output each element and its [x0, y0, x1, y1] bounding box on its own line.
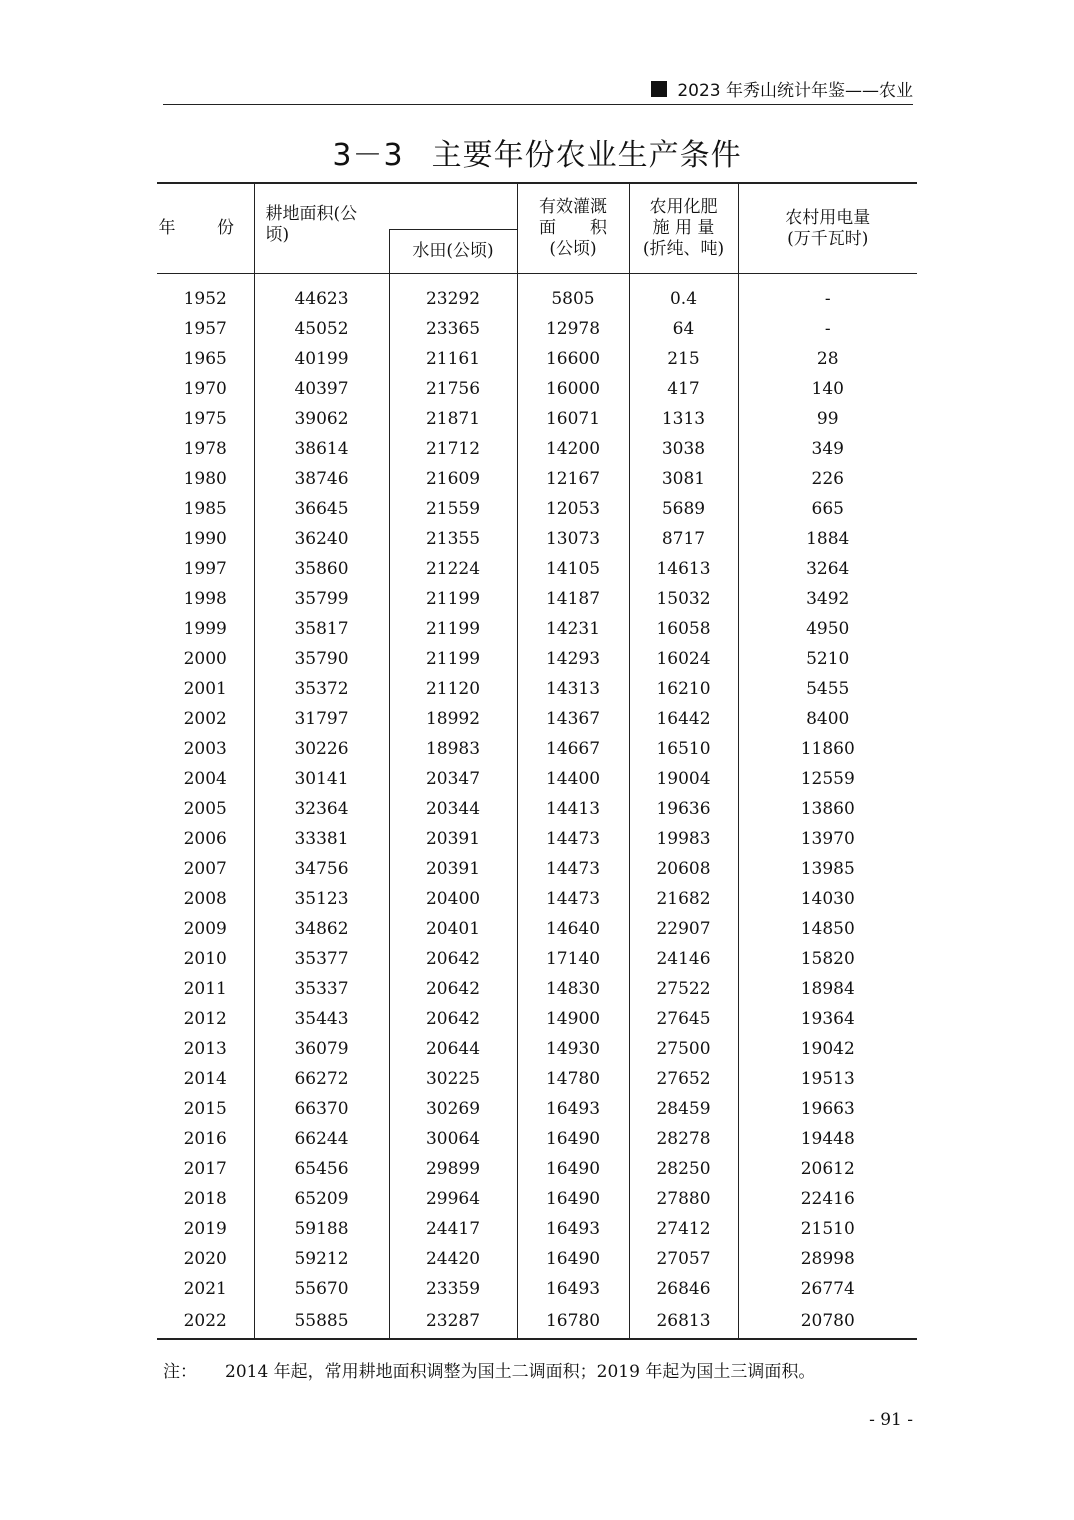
- table-row: [157, 524, 917, 554]
- cell-irrigated: 16490: [517, 1154, 629, 1184]
- cell-electricity: 18984: [738, 974, 917, 1004]
- cell-electricity: -: [738, 274, 917, 315]
- cell-fertilizer: 19983: [629, 824, 738, 854]
- cell-year: 2017: [183, 1159, 227, 1179]
- cell-electricity: 13985: [738, 854, 917, 884]
- cell-electricity: -: [738, 314, 917, 344]
- cell-arable-area: 34756: [254, 854, 389, 884]
- cell-arable-area: 30141: [254, 764, 389, 794]
- cell-paddy: 21756: [389, 374, 517, 404]
- table-row: [157, 824, 917, 854]
- table-row: [157, 1094, 917, 1124]
- cell-arable-area: 32364: [254, 794, 389, 824]
- cell-fertilizer: 27412: [629, 1214, 738, 1244]
- cell-irrigated: 14200: [517, 434, 629, 464]
- cell-fertilizer: 28459: [629, 1094, 738, 1124]
- table-row: [157, 974, 917, 1004]
- cell-electricity: 26774: [738, 1274, 917, 1304]
- cell-year: 2018: [183, 1189, 227, 1209]
- cell-year: 1980: [183, 469, 227, 489]
- cell-arable-area: 35817: [254, 614, 389, 644]
- cell-electricity: 99: [738, 404, 917, 434]
- cell-paddy: 24417: [389, 1214, 517, 1244]
- table-row: [157, 794, 917, 824]
- cell-irrigated: 14780: [517, 1064, 629, 1094]
- header-year: 年 份: [157, 183, 254, 274]
- cell-electricity: 140: [738, 374, 917, 404]
- table-row: [157, 374, 917, 404]
- cell-paddy: 18992: [389, 704, 517, 734]
- cell-fertilizer: 28250: [629, 1154, 738, 1184]
- cell-paddy: 21712: [389, 434, 517, 464]
- cell-irrigated: 14640: [517, 914, 629, 944]
- cell-electricity: 1884: [738, 524, 917, 554]
- cell-irrigated: 14413: [517, 794, 629, 824]
- cell-irrigated: 16000: [517, 374, 629, 404]
- table-row: [157, 314, 917, 344]
- cell-arable-area: 35799: [254, 584, 389, 614]
- cell-fertilizer: 28278: [629, 1124, 738, 1154]
- cell-paddy: 21224: [389, 554, 517, 584]
- cell-electricity: 21510: [738, 1214, 917, 1244]
- table-row: [157, 1034, 917, 1064]
- cell-irrigated: 16493: [517, 1214, 629, 1244]
- cell-fertilizer: 5689: [629, 494, 738, 524]
- cell-arable-area: 35372: [254, 674, 389, 704]
- cell-fertilizer: 3038: [629, 434, 738, 464]
- cell-fertilizer: 417: [629, 374, 738, 404]
- cell-arable-area: 35377: [254, 944, 389, 974]
- table-row: [157, 1274, 917, 1304]
- cell-irrigated: 14473: [517, 824, 629, 854]
- cell-arable-area: 35790: [254, 644, 389, 674]
- table-title: [0, 130, 1074, 174]
- cell-fertilizer: 14613: [629, 554, 738, 584]
- cell-year: 2013: [183, 1039, 227, 1059]
- cell-paddy: 21199: [389, 614, 517, 644]
- cell-year: 2019: [183, 1219, 227, 1239]
- table-row: [157, 764, 917, 794]
- cell-arable-area: 38746: [254, 464, 389, 494]
- cell-irrigated: 16490: [517, 1184, 629, 1214]
- cell-year: 2014: [183, 1069, 227, 1089]
- cell-paddy: 21199: [389, 584, 517, 614]
- cell-year: 2009: [183, 919, 227, 939]
- cell-irrigated: 14367: [517, 704, 629, 734]
- cell-electricity: 4950: [738, 614, 917, 644]
- cell-fertilizer: 16210: [629, 674, 738, 704]
- cell-irrigated: 16490: [517, 1124, 629, 1154]
- cell-fertilizer: 0.4: [629, 274, 738, 315]
- table-row: [157, 344, 917, 374]
- cell-fertilizer: 8717: [629, 524, 738, 554]
- cell-fertilizer: 16442: [629, 704, 738, 734]
- cell-paddy: 23287: [389, 1304, 517, 1339]
- cell-electricity: 3264: [738, 554, 917, 584]
- cell-irrigated: 16490: [517, 1244, 629, 1274]
- cell-paddy: 20344: [389, 794, 517, 824]
- cell-paddy: 23292: [389, 274, 517, 315]
- cell-fertilizer: 27652: [629, 1064, 738, 1094]
- cell-electricity: 28998: [738, 1244, 917, 1274]
- data-table: [157, 182, 917, 1340]
- table-number: 3－3: [332, 138, 404, 173]
- cell-fertilizer: 27057: [629, 1244, 738, 1274]
- cell-year: 2022: [157, 1304, 254, 1339]
- cell-paddy: 18983: [389, 734, 517, 764]
- cell-paddy: 29899: [389, 1154, 517, 1184]
- cell-arable-area: 65456: [254, 1154, 389, 1184]
- cell-arable-area: 39062: [254, 404, 389, 434]
- cell-irrigated: 16600: [517, 344, 629, 374]
- cell-irrigated: 16780: [517, 1304, 629, 1339]
- table-row: [157, 674, 917, 704]
- cell-electricity: 8400: [738, 704, 917, 734]
- cell-arable-area: 65209: [254, 1184, 389, 1214]
- cell-electricity: 28: [738, 344, 917, 374]
- cell-paddy: 20347: [389, 764, 517, 794]
- header-arable-area: 耕地面积(公顷): [254, 183, 389, 274]
- cell-year: 1978: [183, 439, 227, 459]
- cell-irrigated: 17140: [517, 944, 629, 974]
- cell-irrigated: 16493: [517, 1274, 629, 1304]
- header-electricity: 农村用电量 (万千瓦时): [738, 183, 917, 274]
- cell-irrigated: 14105: [517, 554, 629, 584]
- table-row: [157, 1064, 917, 1094]
- cell-arable-area: 38614: [254, 434, 389, 464]
- cell-electricity: 13860: [738, 794, 917, 824]
- cell-irrigated: 14293: [517, 644, 629, 674]
- cell-irrigated: 14473: [517, 854, 629, 884]
- cell-arable-area: 34862: [254, 914, 389, 944]
- cell-irrigated: 14830: [517, 974, 629, 1004]
- cell-year: 1990: [183, 529, 227, 549]
- cell-electricity: 5210: [738, 644, 917, 674]
- cell-irrigated: 14400: [517, 764, 629, 794]
- cell-irrigated: 5805: [517, 274, 629, 315]
- cell-arable-area: 36079: [254, 1034, 389, 1064]
- cell-paddy: 20642: [389, 944, 517, 974]
- footnote-label: 注：: [163, 1362, 197, 1382]
- cell-year: 2000: [183, 649, 227, 669]
- header-fertilizer: 农用化肥 施 用 量 (折纯、吨): [629, 183, 738, 274]
- table-row: [157, 884, 917, 914]
- cell-year: 1985: [183, 499, 227, 519]
- cell-electricity: 349: [738, 434, 917, 464]
- cell-year: 2004: [183, 769, 227, 789]
- table-row: [157, 644, 917, 674]
- cell-fertilizer: 27522: [629, 974, 738, 1004]
- cell-year: 2012: [183, 1009, 227, 1029]
- cell-year: 1965: [183, 349, 227, 369]
- table-row: [157, 584, 917, 614]
- table-row: [157, 434, 917, 464]
- cell-arable-area: 36645: [254, 494, 389, 524]
- cell-electricity: 14850: [738, 914, 917, 944]
- cell-irrigated: 14187: [517, 584, 629, 614]
- cell-arable-area: 66244: [254, 1124, 389, 1154]
- cell-paddy: 20401: [389, 914, 517, 944]
- cell-paddy: 20642: [389, 1004, 517, 1034]
- cell-year: 1952: [183, 289, 227, 309]
- cell-irrigated: 16493: [517, 1094, 629, 1124]
- cell-electricity: 19663: [738, 1094, 917, 1124]
- cell-year: 2016: [183, 1129, 227, 1149]
- cell-paddy: 30225: [389, 1064, 517, 1094]
- cell-year: 2002: [183, 709, 227, 729]
- cell-paddy: 23359: [389, 1274, 517, 1304]
- cell-year: 1997: [183, 559, 227, 579]
- cell-paddy: 20644: [389, 1034, 517, 1064]
- table-row: [157, 464, 917, 494]
- cell-arable-area: 40199: [254, 344, 389, 374]
- footnote: [163, 1357, 815, 1382]
- cell-paddy: 30064: [389, 1124, 517, 1154]
- cell-electricity: 13970: [738, 824, 917, 854]
- cell-electricity: 226: [738, 464, 917, 494]
- cell-arable-area: 35123: [254, 884, 389, 914]
- cell-year: 2005: [183, 799, 227, 819]
- cell-electricity: 19042: [738, 1034, 917, 1064]
- cell-arable-area: 36240: [254, 524, 389, 554]
- cell-electricity: 19448: [738, 1124, 917, 1154]
- cell-arable-area: 44623: [254, 274, 389, 315]
- cell-fertilizer: 21682: [629, 884, 738, 914]
- cell-year: 2010: [183, 949, 227, 969]
- cell-electricity: 665: [738, 494, 917, 524]
- cell-irrigated: 16071: [517, 404, 629, 434]
- cell-year: 2008: [183, 889, 227, 909]
- cell-year: 1998: [183, 589, 227, 609]
- cell-irrigated: 14900: [517, 1004, 629, 1034]
- cell-electricity: 11860: [738, 734, 917, 764]
- cell-fertilizer: 26846: [629, 1274, 738, 1304]
- cell-year: 2015: [183, 1099, 227, 1119]
- cell-fertilizer: 27500: [629, 1034, 738, 1064]
- cell-arable-area: 59188: [254, 1214, 389, 1244]
- cell-year: 2020: [183, 1249, 227, 1269]
- cell-irrigated: 14473: [517, 884, 629, 914]
- cell-paddy: 21871: [389, 404, 517, 434]
- cell-fertilizer: 19636: [629, 794, 738, 824]
- cell-fertilizer: 27645: [629, 1004, 738, 1034]
- cell-irrigated: 14930: [517, 1034, 629, 1064]
- cell-paddy: 21161: [389, 344, 517, 374]
- cell-fertilizer: 26813: [629, 1304, 738, 1339]
- header-irrigated: 有效灌溉 面 积 (公顷): [517, 183, 629, 274]
- cell-irrigated: 12053: [517, 494, 629, 524]
- cell-fertilizer: 16510: [629, 734, 738, 764]
- table-row: [157, 1124, 917, 1154]
- table-row: [157, 554, 917, 584]
- cell-irrigated: 12167: [517, 464, 629, 494]
- cell-arable-area: 45052: [254, 314, 389, 344]
- table-row: [157, 704, 917, 734]
- cell-paddy: 30269: [389, 1094, 517, 1124]
- table-row: [157, 854, 917, 884]
- running-title: 2023 年秀山统计年鉴——农业: [677, 81, 913, 101]
- cell-year: 1957: [183, 319, 227, 339]
- cell-year: 2021: [183, 1279, 227, 1299]
- cell-fertilizer: 1313: [629, 404, 738, 434]
- cell-electricity: 5455: [738, 674, 917, 704]
- cell-electricity: 20780: [738, 1304, 917, 1339]
- cell-year: 1999: [183, 619, 227, 639]
- cell-year: 2007: [183, 859, 227, 879]
- cell-fertilizer: 20608: [629, 854, 738, 884]
- cell-paddy: 20642: [389, 974, 517, 1004]
- cell-arable-area: 66272: [254, 1064, 389, 1094]
- table-row: [157, 404, 917, 434]
- cell-fertilizer: 64: [629, 314, 738, 344]
- cell-arable-area: 59212: [254, 1244, 389, 1274]
- cell-arable-area: 31797: [254, 704, 389, 734]
- table-row: [157, 1184, 917, 1214]
- cell-electricity: 22416: [738, 1184, 917, 1214]
- cell-electricity: 12559: [738, 764, 917, 794]
- table-row: [157, 1304, 917, 1339]
- table-row: [157, 914, 917, 944]
- cell-irrigated: 13073: [517, 524, 629, 554]
- cell-paddy: 21120: [389, 674, 517, 704]
- black-square-icon: [651, 81, 667, 97]
- cell-arable-area: 35443: [254, 1004, 389, 1034]
- cell-paddy: 21199: [389, 644, 517, 674]
- cell-arable-area: 35860: [254, 554, 389, 584]
- page-number: - 91 -: [869, 1410, 913, 1430]
- cell-paddy: 20391: [389, 854, 517, 884]
- cell-electricity: 19364: [738, 1004, 917, 1034]
- header-paddy: 水田(公顷): [389, 230, 517, 274]
- cell-fertilizer: 27880: [629, 1184, 738, 1214]
- running-header: [163, 76, 913, 105]
- cell-fertilizer: 15032: [629, 584, 738, 614]
- cell-paddy: 21559: [389, 494, 517, 524]
- cell-paddy: 20400: [389, 884, 517, 914]
- cell-electricity: 15820: [738, 944, 917, 974]
- cell-fertilizer: 3081: [629, 464, 738, 494]
- table-row: [157, 734, 917, 764]
- cell-electricity: 14030: [738, 884, 917, 914]
- footnote-text: 2014 年起，常用耕地面积调整为国土二调面积；2019 年起为国土三调面积。: [225, 1362, 816, 1382]
- table-row: [157, 494, 917, 524]
- cell-paddy: 21609: [389, 464, 517, 494]
- cell-fertilizer: 16024: [629, 644, 738, 674]
- cell-fertilizer: 16058: [629, 614, 738, 644]
- cell-year: 2001: [183, 679, 227, 699]
- cell-year: 2006: [183, 829, 227, 849]
- table-row: [157, 1004, 917, 1034]
- table-row: [157, 1154, 917, 1184]
- cell-arable-area: 35337: [254, 974, 389, 1004]
- table-row: [157, 1244, 917, 1274]
- cell-year: 2003: [183, 739, 227, 759]
- cell-paddy: 21355: [389, 524, 517, 554]
- cell-fertilizer: 24146: [629, 944, 738, 974]
- cell-paddy: 20391: [389, 824, 517, 854]
- cell-arable-area: 55670: [254, 1274, 389, 1304]
- table-row: [157, 274, 917, 315]
- cell-irrigated: 14313: [517, 674, 629, 704]
- cell-paddy: 24420: [389, 1244, 517, 1274]
- cell-electricity: 20612: [738, 1154, 917, 1184]
- cell-fertilizer: 22907: [629, 914, 738, 944]
- cell-year: 1970: [183, 379, 227, 399]
- cell-arable-area: 30226: [254, 734, 389, 764]
- table-row: [157, 614, 917, 644]
- cell-year: 1975: [183, 409, 227, 429]
- cell-irrigated: 12978: [517, 314, 629, 344]
- cell-electricity: 3492: [738, 584, 917, 614]
- header-arable-blank: [389, 183, 517, 230]
- table-row: [157, 1214, 917, 1244]
- table-title-text: 主要年份农业生产条件: [431, 138, 742, 173]
- cell-arable-area: 40397: [254, 374, 389, 404]
- cell-fertilizer: 215: [629, 344, 738, 374]
- cell-year: 2011: [183, 979, 227, 999]
- cell-fertilizer: 19004: [629, 764, 738, 794]
- cell-arable-area: 55885: [254, 1304, 389, 1339]
- cell-paddy: 29964: [389, 1184, 517, 1214]
- cell-irrigated: 14231: [517, 614, 629, 644]
- cell-arable-area: 66370: [254, 1094, 389, 1124]
- cell-irrigated: 14667: [517, 734, 629, 764]
- cell-electricity: 19513: [738, 1064, 917, 1094]
- table-row: [157, 944, 917, 974]
- cell-paddy: 23365: [389, 314, 517, 344]
- cell-arable-area: 33381: [254, 824, 389, 854]
